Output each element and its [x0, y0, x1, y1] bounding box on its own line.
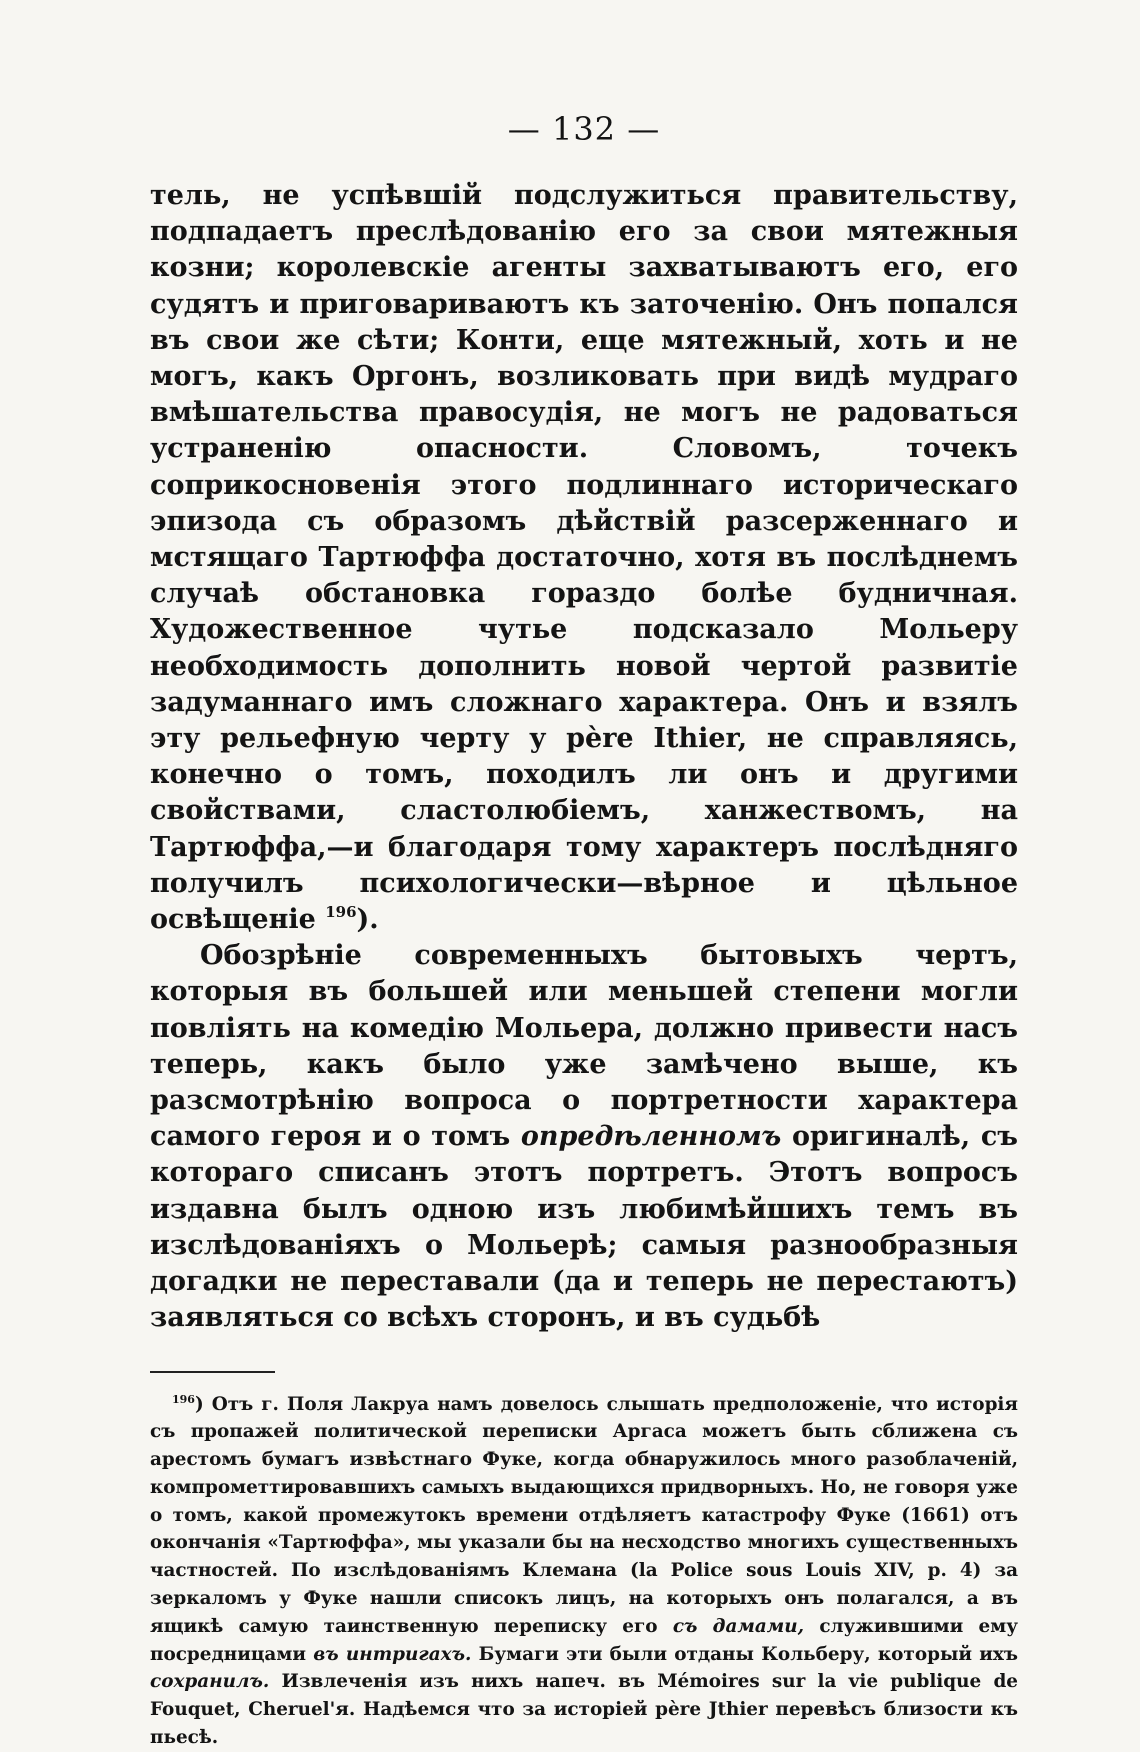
- book-page: [150, 110, 1018, 1752]
- footnote-text-4: Извлеченія изъ нихъ напеч. въ Mémoires sur la vie publique de Fouquet, Cheruel'я. Надѣемся что за исторіей père Jthier перевѣсъ близости къ пьесѣ.: [150, 1671, 1018, 1749]
- footnote-reference[interactable]: 196: [325, 903, 357, 922]
- paragraph-2: [150, 938, 1018, 1336]
- footnote-text-2: служившими ему посредницами: [150, 1615, 1018, 1665]
- paragraph-2-text-after: оригиналѣ, съ котораго списанъ этотъ портретъ. Этотъ вопросъ издавна былъ одною изъ любимѣйшихъ темъ въ изслѣдованіяхъ о Мольерѣ; самыя разнообразныя догадки не переставали (да и теперь не перестаютъ) заявляться со всѣхъ сторонъ, и въ судьбѣ: [150, 1121, 1018, 1334]
- footnote-emphasis-3: сохранилъ.: [150, 1671, 270, 1693]
- footnote-text-1: ) Отъ г. Поля Лакруа намъ довелось слышать предположеніе, что исторія съ пропажей политической переписки Аргаса можетъ быть сближена съ арестомъ бумагъ извѣстнаго Фуке, когда обнаружилось много разоблаченій, компрометтировавшихъ самыхъ выдающихся придворныхъ. Но, не говоря уже о томъ, какой промежутокъ времени отдѣляетъ катастрофу Фуке (1661) отъ окончанія «Тартюффа», мы указали бы на несходство многихъ существенныхъ частностей. По изслѣдованіямъ Клемана (la Police sous Louis XIV, p. 4) за зеркаломъ у Фуке нашли списокъ лицъ, на которыхъ онъ полагался, а въ ящикѣ самую таинственную переписку его: [150, 1393, 1019, 1637]
- footnote: [150, 1391, 1018, 1752]
- paragraph-1-text: тель, не успѣвшій подслужиться правительству, подпадаетъ преслѣдованію его за свои мятежныя козни; королевскіе агенты захватываютъ его, его судятъ и приговариваютъ къ заточенію. Онъ попался въ свои же сѣти; Конти, еще мятежный, хоть и не могъ, какъ Оргонъ, возликовать при видѣ мудраго вмѣшательства правосудія, не могъ не радоваться устраненію опасности. Словомъ, точекъ соприкосновенія этого подлиннаго историческаго эпизода съ образомъ дѣйствій разсерженнаго и мстящаго Тартюффа достаточно, хотя въ послѣднемъ случаѣ обстановка гораздо болѣе будничная. Художественное чутье подсказало Мольеру необходимость дополнить новой чертой развитіе задуманнаго имъ сложнаго характера. Онъ и взялъ эту рельефную черту у père Ithier, не справляясь, конечно о томъ, походилъ ли онъ и другими свойствами, сластолюбіемъ, ханжествомъ, на Тартюффа,—и благодаря тому характеръ послѣдняго получилъ психологически—вѣрное и цѣльное освѣщеніе: [150, 180, 1018, 936]
- paragraph-2-emphasis: опредѣленномъ: [520, 1121, 782, 1153]
- paragraph-1-tail: ).: [356, 904, 379, 936]
- footnote-text-3: Бумаги эти были отданы Кольберу, который ихъ: [478, 1643, 1018, 1665]
- paragraph-2-text-before: Обозрѣніе современныхъ бытовыхъ чертъ, которыя въ большей или меньшей степени могли повліять на комедію Мольера, должно привести насъ теперь, какъ было уже замѣчено выше, къ разсмотрѣнію вопроса о портретности характера самого героя и о томъ: [150, 940, 1018, 1153]
- footnote-marker: 196: [172, 1392, 195, 1406]
- page-number: — 132 —: [507, 110, 661, 148]
- main-text: [150, 178, 1018, 1337]
- footnote-196: [150, 1391, 1018, 1752]
- paragraph-1: [150, 178, 1018, 938]
- footnote-emphasis-2: въ интригахъ.: [313, 1643, 472, 1665]
- footnote-divider: [150, 1371, 275, 1373]
- footnote-emphasis-1: съ дамами,: [672, 1615, 805, 1637]
